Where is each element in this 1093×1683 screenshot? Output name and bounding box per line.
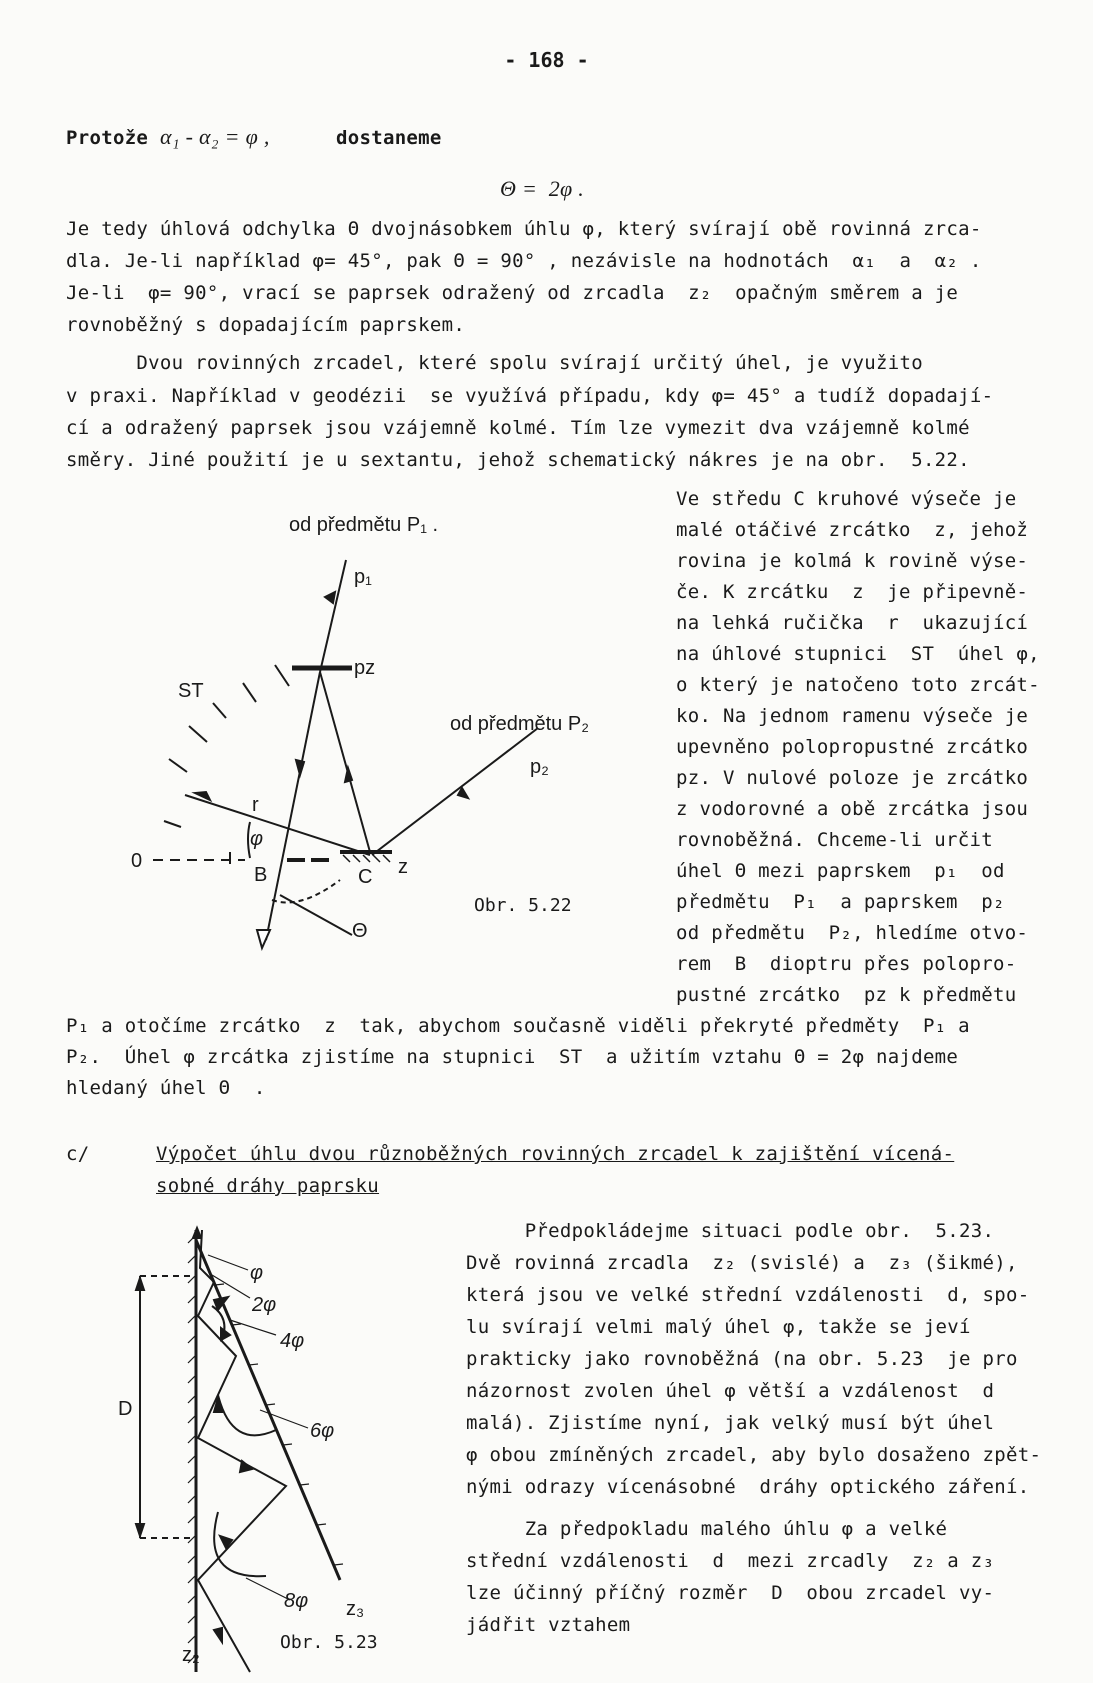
para2-line: Dvou rovinných zrcadel, které spolu svírají určitý úhel, je využito (66, 352, 923, 374)
para4-line: malá). Zjistíme nyní, jak velký musí být úhel (466, 1412, 995, 1434)
para3-line: rovnoběžná. Chceme-li určit (676, 829, 993, 851)
section-c-label: c/ (66, 1143, 90, 1165)
fig522-label-pz: pz (354, 657, 376, 679)
para4-line: φ obou zmíněných zrcadel, aby bylo dosaženo zpět- (466, 1444, 1042, 1466)
fig523-label-z3: z₃ (346, 1598, 365, 1620)
para3-line: pustné zrcátko pz k předmětu (676, 984, 1017, 1006)
intro-suffix: dostaneme (336, 127, 442, 149)
fig522-label-p2: p₂ (530, 756, 549, 778)
para3-cont-line: hledaný úhel Θ . (66, 1077, 266, 1099)
para2-line: směry. Jiné použití je u sextantu, jehož schematický nákres je na obr. 5.22. (66, 449, 970, 471)
fig522-label-c: C (358, 866, 373, 888)
fig523-label-4phi: 4φ (280, 1330, 305, 1352)
fig523-label-8phi: 8φ (284, 1590, 309, 1612)
para3-line: od předmětu P₂, hledíme otvo- (676, 922, 1029, 944)
para3-line: o který je natočeno toto zrcát- (676, 674, 1040, 696)
para1-line: rovnoběžný s dopadajícím paprskem. (66, 314, 466, 336)
para3-line: úhel Θ mezi paprskem p₁ od (676, 860, 1005, 882)
para4-line: střední vzdálenosti d mezi zrcadly z₂ a z₃ (466, 1550, 995, 1572)
para3-line: pz. V nulové poloze je zrcátko (676, 767, 1029, 789)
formula-theta-2phi: Θ = 2φ . (500, 176, 585, 201)
para4-line: lu svírají velmi malý úhel φ, takže se jeví (466, 1316, 971, 1338)
fig522-label-from-p2: od předmětu P₂ (450, 713, 589, 735)
para3-line: rovina je kolmá k rovině výse- (676, 550, 1029, 572)
para3-line: ko. Na jednom ramenu výseče je (676, 705, 1029, 727)
para4-line: jádřit vztahem (466, 1614, 631, 1636)
fig522-label-zero: 0 (131, 850, 143, 872)
fig522-label-phi: φ (250, 828, 264, 850)
fig522-label-st: ST (178, 680, 204, 702)
para3-line: rem B dioptru přes polopro- (676, 953, 1017, 975)
section-c-title: Výpočet úhlu dvou různoběžných rovinných zrcadel k zajištění vícená- (156, 1143, 955, 1165)
para4-line: názornost zvolen úhel φ větší a vzdálenost d (466, 1380, 995, 1402)
fig522-label-b: B (254, 864, 268, 886)
para4-line: Dvě rovinná zrcadla z₂ (svislé) a z₃ (šikmé), (466, 1252, 1018, 1274)
fig523-label-d: D (118, 1398, 133, 1420)
section-c-title: sobné dráhy paprsku (156, 1175, 380, 1197)
para3-line: na úhlové stupnici ST úhel φ, (676, 643, 1040, 665)
fig522-label-z: z (398, 856, 408, 878)
fig523-label-6phi: 6φ (310, 1420, 335, 1442)
para2-line: v praxi. Například v geodézii se využívá případu, kdy φ= 45° a tudíž dopadají- (66, 385, 994, 407)
para3-line: předmětu P₁ a paprskem p₂ (676, 891, 1005, 913)
para4-line: Předpokládejme situaci podle obr. 5.23. (466, 1220, 995, 1242)
fig523-label-phi: φ (250, 1262, 264, 1284)
para4-line: nými odrazy vícenásobné dráhy optického záření. (466, 1476, 1030, 1498)
para3-line: na lehká ručička r ukazující (676, 612, 1029, 634)
fig522-caption: Obr. 5.22 (474, 895, 572, 916)
para3-line: z vodorovné a obě zrcátka jsou (676, 798, 1029, 820)
fig523-caption: Obr. 5.23 (280, 1632, 378, 1653)
para3-cont-line: P₁ a otočíme zrcátko z tak, abychom současně viděli překryté předměty P₁ a (66, 1015, 970, 1037)
para4-line: lze účinný příčný rozměr D obou zrcadel vy- (466, 1582, 995, 1604)
fig522-label-from-p1: od předmětu P₁ . (289, 514, 439, 536)
fig523-label-2phi: 2φ (252, 1294, 277, 1316)
para4-line: která jsou ve velké střední vzdálenosti d, spo- (466, 1284, 1030, 1306)
para1-line: dla. Je-li například φ= 45°, pak Θ = 90° , nezávisle na hodnotách α₁ a α₂ . (66, 250, 982, 272)
intro-prefix: Protože (66, 127, 149, 149)
para3-line: malé otáčivé zrcátko z, jehož (676, 519, 1029, 541)
fig522-label-r: r (252, 794, 259, 816)
para1-line: Je-li φ= 90°, vrací se paprsek odražený od zrcadla z₂ opačným směrem a je (66, 282, 959, 304)
para3-line: če. K zrcátku z je připevně- (676, 581, 1029, 603)
para3-line: Ve středu C kruhové výseče je (676, 488, 1017, 510)
para3-cont-line: P₂. Úhel φ zrcátka zjistíme na stupnici ST a užitím vztahu Θ = 2φ najdeme (66, 1046, 959, 1068)
fig522-label-theta: Θ (352, 920, 368, 942)
fig522-label-p1: p₁ (354, 566, 372, 588)
para4-line: Za předpokladu malého úhlu φ a velké (466, 1518, 948, 1540)
intro-equation: α₁ - α₂ = φ , (160, 124, 270, 149)
fig523-label-z2: z₂ (182, 1644, 200, 1666)
page-number: - 168 - (504, 48, 589, 72)
para4-line: prakticky jako rovnoběžná (na obr. 5.23 je pro (466, 1348, 1018, 1370)
para1-line: Je tedy úhlová odchylka Θ dvojnásobkem úhlu φ, který svírají obě rovinná zrca- (66, 218, 982, 240)
para3-line: upevněno polopropustné zrcátko (676, 736, 1029, 758)
para2-line: cí a odražený paprsek jsou vzájemně kolmé. Tím lze vymezit dva vzájemně kolmé (66, 417, 970, 439)
